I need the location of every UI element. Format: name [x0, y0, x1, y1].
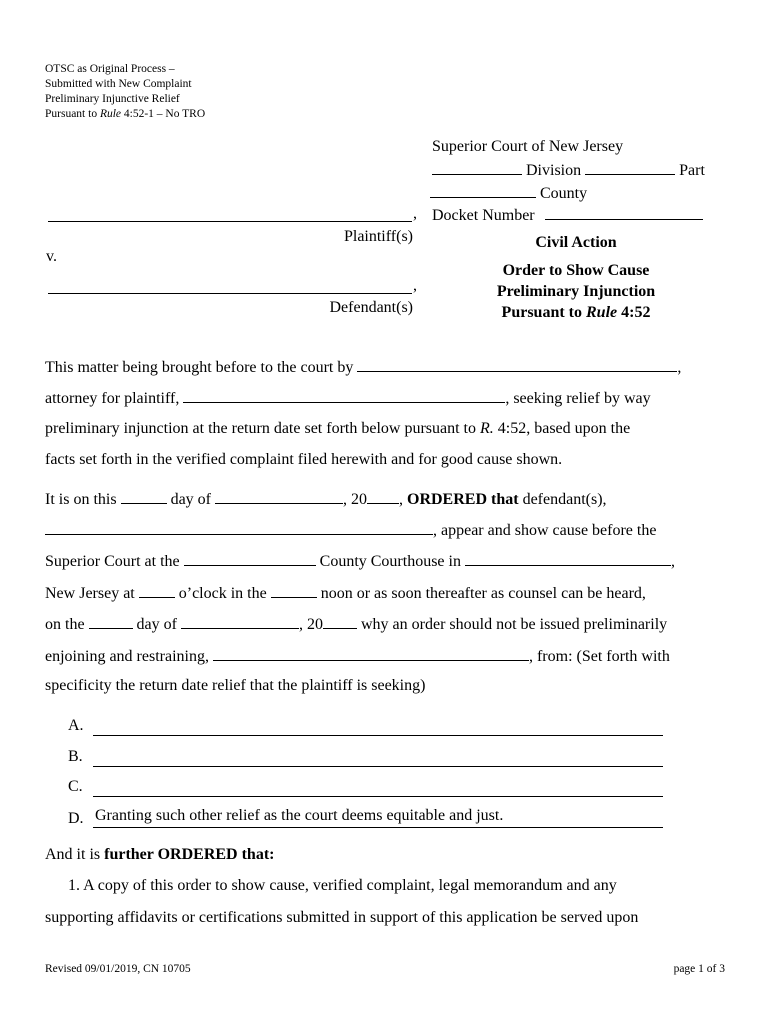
relief-label-c: C.	[68, 778, 83, 795]
versus-label: v.	[46, 248, 57, 265]
return-day-field[interactable]	[89, 614, 133, 629]
header-note-line: Preliminary Injunctive Relief	[45, 93, 180, 105]
relief-c-field[interactable]	[93, 796, 663, 797]
para2-line: New Jersey at o’clock in the noon or as soon thereafter as counsel can be heard,	[45, 585, 646, 602]
further-ordered-heading: And it is further ORDERED that:	[45, 846, 275, 863]
relief-label-b: B.	[68, 748, 83, 765]
footer-page-number: page 1 of 3	[673, 963, 725, 975]
year-field[interactable]	[367, 489, 399, 504]
comma: ,	[413, 205, 417, 222]
caption-title: Order to Show Cause	[502, 262, 650, 279]
return-month-field[interactable]	[181, 614, 299, 629]
item1-line: supporting affidavits or certifications submitted in support of this application be served upon	[45, 909, 639, 926]
attorney-name-field[interactable]	[357, 357, 677, 372]
relief-a-field[interactable]	[93, 735, 663, 736]
return-year-field[interactable]	[323, 614, 357, 629]
header-note-line: OTSC as Original Process –	[45, 63, 175, 75]
plaintiff-label: Plaintiff(s)	[343, 228, 413, 245]
header-note-line: Submitted with New Complaint	[45, 78, 192, 90]
docket-line: Docket Number	[432, 205, 703, 225]
division-line: Division Part	[432, 160, 705, 180]
header-note-line: Pursuant to Rule 4:52-1 – No TRO	[45, 108, 206, 120]
para1-line: This matter being brought before to the court by ,	[45, 359, 682, 376]
month-field[interactable]	[215, 489, 343, 504]
docket-number-field[interactable]	[545, 205, 703, 220]
division-field[interactable]	[432, 160, 522, 175]
item1-line: 1. A copy of this order to show cause, verified complaint, legal memorandum and any	[68, 877, 617, 894]
hour-field[interactable]	[139, 583, 175, 598]
caption-title: Pursuant to Rule 4:52	[501, 304, 651, 321]
civil-action-label: Civil Action	[535, 234, 617, 251]
para2-line: enjoining and restraining, , from: (Set forth with	[45, 648, 670, 665]
relief-b-field[interactable]	[93, 766, 663, 767]
para1-line: preliminary injunction at the return date set forth below pursuant to R. 4:52, based upon the	[45, 420, 631, 437]
court-name: Superior Court of New Jersey	[432, 138, 624, 155]
para1-line: facts set forth in the verified complaint filed herewith and for good cause shown.	[45, 451, 563, 468]
county-line: County	[430, 183, 587, 203]
footer-revised: Revised 09/01/2019, CN 10705	[45, 963, 191, 975]
para2-line: specificity the return date relief that the plaintiff is seeking)	[45, 677, 426, 694]
relief-d-field[interactable]	[93, 827, 663, 828]
para2-line: Superior Court at the County Courthouse in ,	[45, 553, 675, 570]
caption-title: Preliminary Injunction	[496, 283, 656, 300]
enjoined-party-field[interactable]	[213, 646, 529, 661]
para2-line: It is on this day of , 20 , ORDERED that defendant(s),	[45, 491, 607, 508]
plaintiff-name-field[interactable]	[48, 221, 412, 222]
relief-label-d: D.	[68, 810, 84, 827]
courthouse-county-field[interactable]	[184, 551, 316, 566]
para1-line: attorney for plaintiff, , seeking relief by way	[45, 390, 651, 407]
para2-line: , appear and show cause before the	[45, 520, 656, 540]
defendant-label: Defendant(s)	[329, 299, 413, 316]
para2-line: on the day of , 20 why an order should not be issued preliminarily	[45, 616, 668, 633]
relief-label-a: A.	[68, 717, 84, 734]
header-note	[45, 62, 205, 122]
noon-field[interactable]	[271, 583, 317, 598]
relief-d-text: Granting such other relief as the court deems equitable and just.	[95, 807, 504, 824]
defendant-name-field[interactable]	[48, 293, 412, 294]
comma: ,	[413, 277, 417, 294]
part-field[interactable]	[585, 160, 675, 175]
day-field[interactable]	[121, 489, 167, 504]
attorney-for-plaintiff-field[interactable]	[183, 388, 505, 403]
courthouse-city-field[interactable]	[465, 551, 671, 566]
defendant-names-field[interactable]	[45, 520, 433, 535]
county-field[interactable]	[430, 183, 536, 198]
